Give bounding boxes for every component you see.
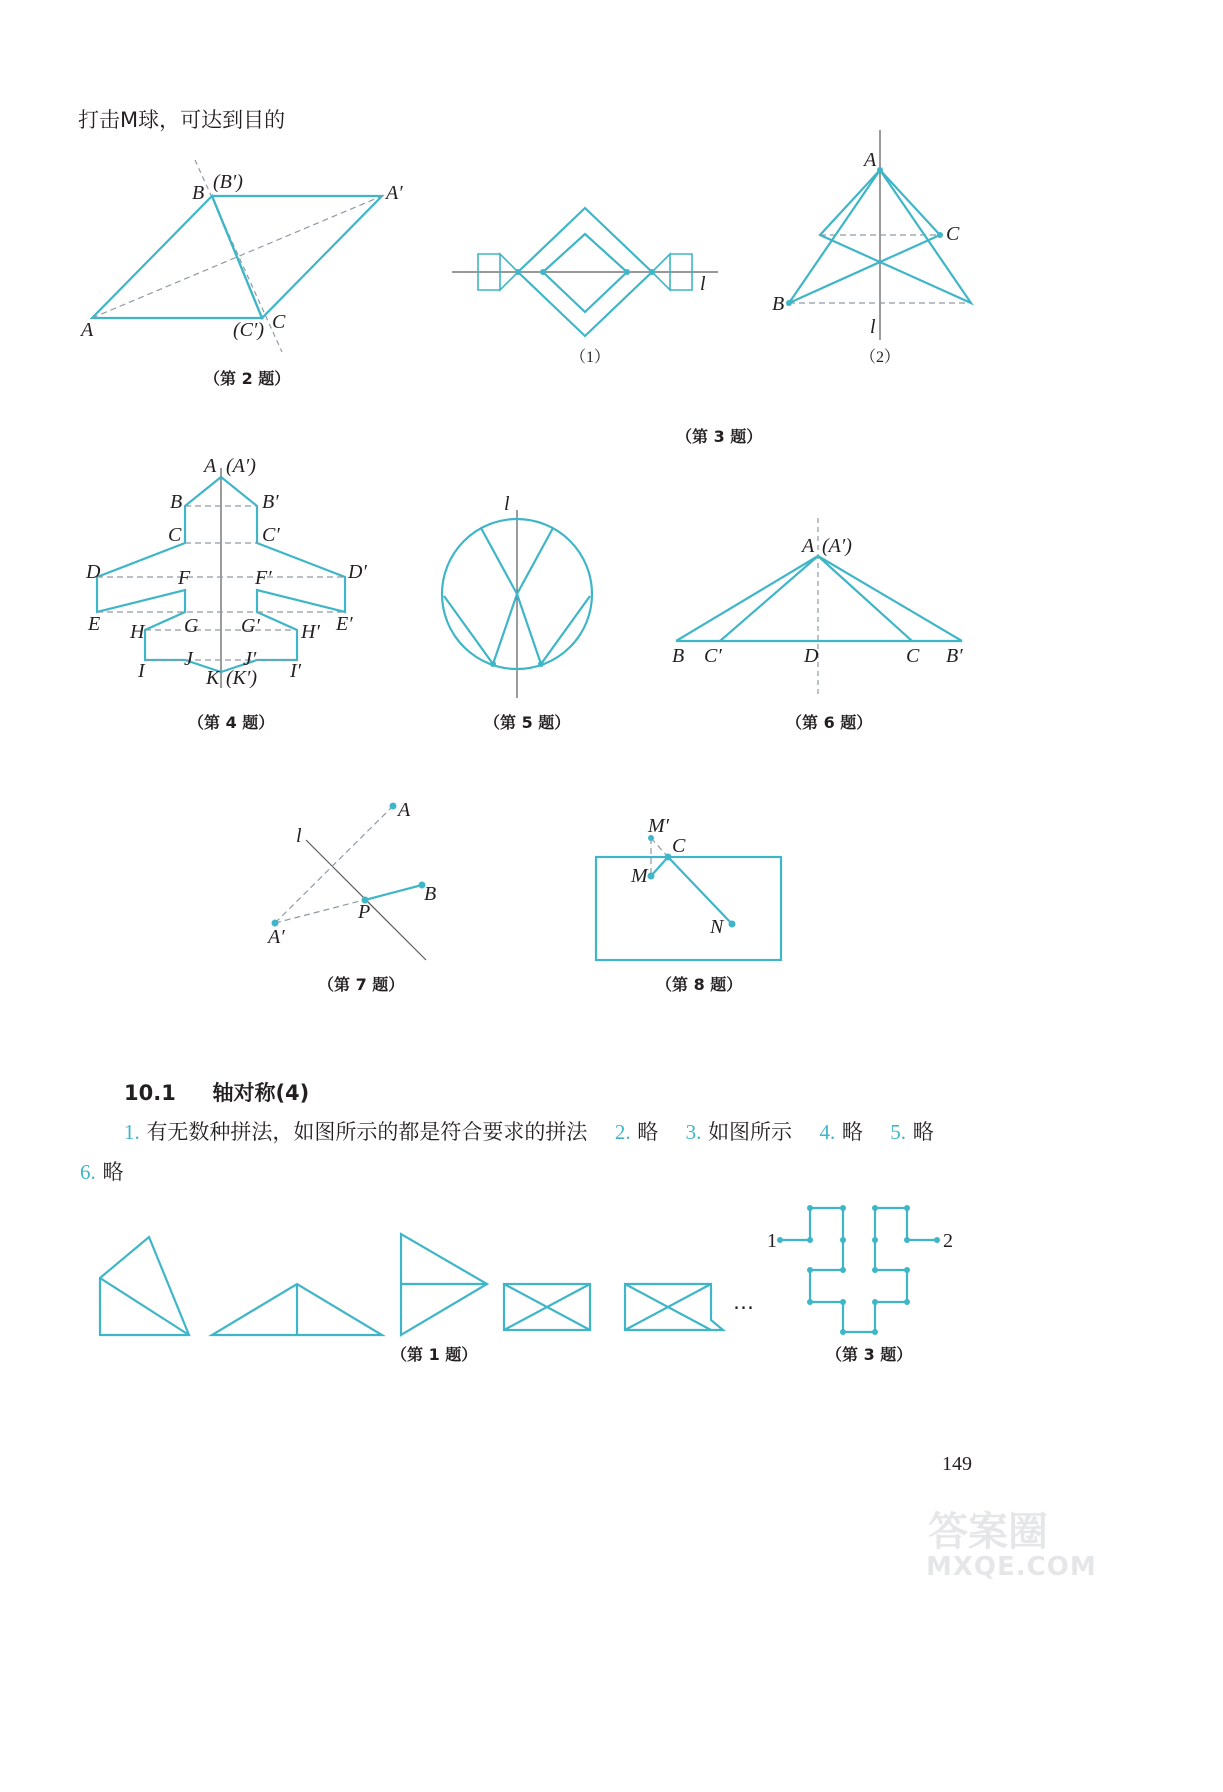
fig6-label: B′ [946,645,963,667]
fig8-caption: （第 8 题） [656,975,743,994]
fig6-label: B [672,645,685,667]
path-dot [807,1267,813,1273]
fig4-label: (A′) [226,455,256,477]
fig7-label: l [296,825,302,847]
path-dot [872,1329,878,1335]
answer-3-number: 3. [685,1120,702,1144]
fig4-label: C′ [262,524,280,546]
fig2-label: B [192,182,205,204]
fig6-caption: （第 6 题） [786,713,873,732]
fig3-label-l: l [700,273,706,295]
fig4-label: B [170,491,183,513]
fig7-label: P [358,901,371,923]
path-dot [904,1237,910,1243]
fig8-label: M [631,865,648,887]
fig4-label: I [138,660,145,682]
fig4-label: B′ [262,491,279,513]
path-label-2: 2 [943,1230,953,1252]
path-dot [934,1237,940,1243]
answer-4-text: 略 [841,1120,863,1144]
answer-2-number: 2. [614,1120,631,1144]
fig2-label: A′ [386,182,403,204]
answer-3-text: 如图所示 [708,1120,793,1144]
fig7-caption: （第 7 题） [318,975,405,994]
fig4-label: A [204,455,217,477]
fig3-sub1: （1） [570,349,611,366]
fig8-label: C [672,835,686,857]
fig4-label: H [130,621,145,643]
answer-4-number: 4. [819,1120,836,1144]
path-dot [904,1267,910,1273]
fig4-label: E [88,613,101,635]
path-left [780,1208,937,1332]
intro-text: 打击M球，可达到目的 [78,108,286,132]
fig3-sub2: （2） [860,349,901,366]
answer-5-text: 略 [912,1120,934,1144]
fig4-label: D′ [348,561,367,583]
path-dot [840,1205,846,1211]
fig4-label: C [168,524,182,546]
watermark-logo: 答案圈 [928,1509,1048,1555]
fig3-label-l2: l [870,316,876,338]
fig3-label-a: A [864,149,877,171]
path-dot [807,1299,813,1305]
path-dot [872,1267,878,1273]
fig4-label: G′ [241,615,260,637]
fig4-label: H′ [301,621,320,643]
fig7-label: B [424,883,437,905]
path-dot [904,1299,910,1305]
answer-5-number: 5. [890,1120,906,1144]
fig4-caption: （第 4 题） [188,713,275,732]
path-dot [807,1205,813,1211]
page-number: 149 [942,1453,972,1475]
answer-6-text: 略 [102,1160,124,1184]
fig5-label-l: l [504,493,510,515]
path-dot [840,1329,846,1335]
fig8-label: N [710,916,724,938]
fig2-label: C [272,311,286,333]
fig2-caption: （第 2 题） [204,369,291,388]
path-dot [840,1237,846,1243]
bottom-caption-1: （第 1 题） [391,1345,478,1364]
fig4-label: (K′) [226,667,258,689]
path-dot [872,1299,878,1305]
path-dot [872,1237,878,1243]
fig8-label: M′ [648,815,670,837]
section-title: 轴对称(4) [212,1081,310,1105]
path-dot [840,1299,846,1305]
path-label-1: 1 [767,1230,777,1252]
fig4-label: J′ [243,648,257,670]
fig5-caption: （第 5 题） [484,713,571,732]
fig6-label: A [802,535,815,557]
path-dot [872,1205,878,1211]
fig4-label: K [206,667,220,689]
fig4-label: G [184,615,199,637]
bottom-caption-3: （第 3 题） [826,1345,913,1364]
fig3-label-c: C [946,223,960,245]
fig3-caption: （第 3 题） [676,427,763,446]
watermark-url: MXQE.COM [926,1552,1097,1582]
path-dot [777,1237,783,1243]
fig2-label: A [81,319,94,341]
fig2-label: (B′) [213,171,243,193]
fig4-label: D [86,561,101,583]
fig6-label: (A′) [822,535,852,557]
path-dot [807,1237,813,1243]
fig6-label: C [906,645,920,667]
fig7-label: A [398,799,411,821]
fig4-label: F′ [255,567,272,589]
fig2-label: (C′) [233,319,265,341]
path-dot [904,1205,910,1211]
fig4-label: J [184,648,193,670]
fig6-label: D [804,645,819,667]
fig4-label: I′ [290,660,302,682]
fig4-label: F [178,567,191,589]
fig3-label-b: B [772,293,785,315]
fig7-label: A′ [268,926,285,948]
fig4-label: E′ [336,613,353,635]
ellipsis: … [733,1290,754,1314]
answer-1-number: 1. [124,1120,140,1144]
path-dot [840,1267,846,1273]
answer-1-text: 有无数种拼法，如图所示的都是符合要求的拼法 [146,1120,588,1144]
section-number: 10.1 [124,1081,176,1105]
answer-6-number: 6. [80,1160,96,1184]
fig6-label: C′ [704,645,722,667]
answer-2-text: 略 [637,1120,659,1144]
